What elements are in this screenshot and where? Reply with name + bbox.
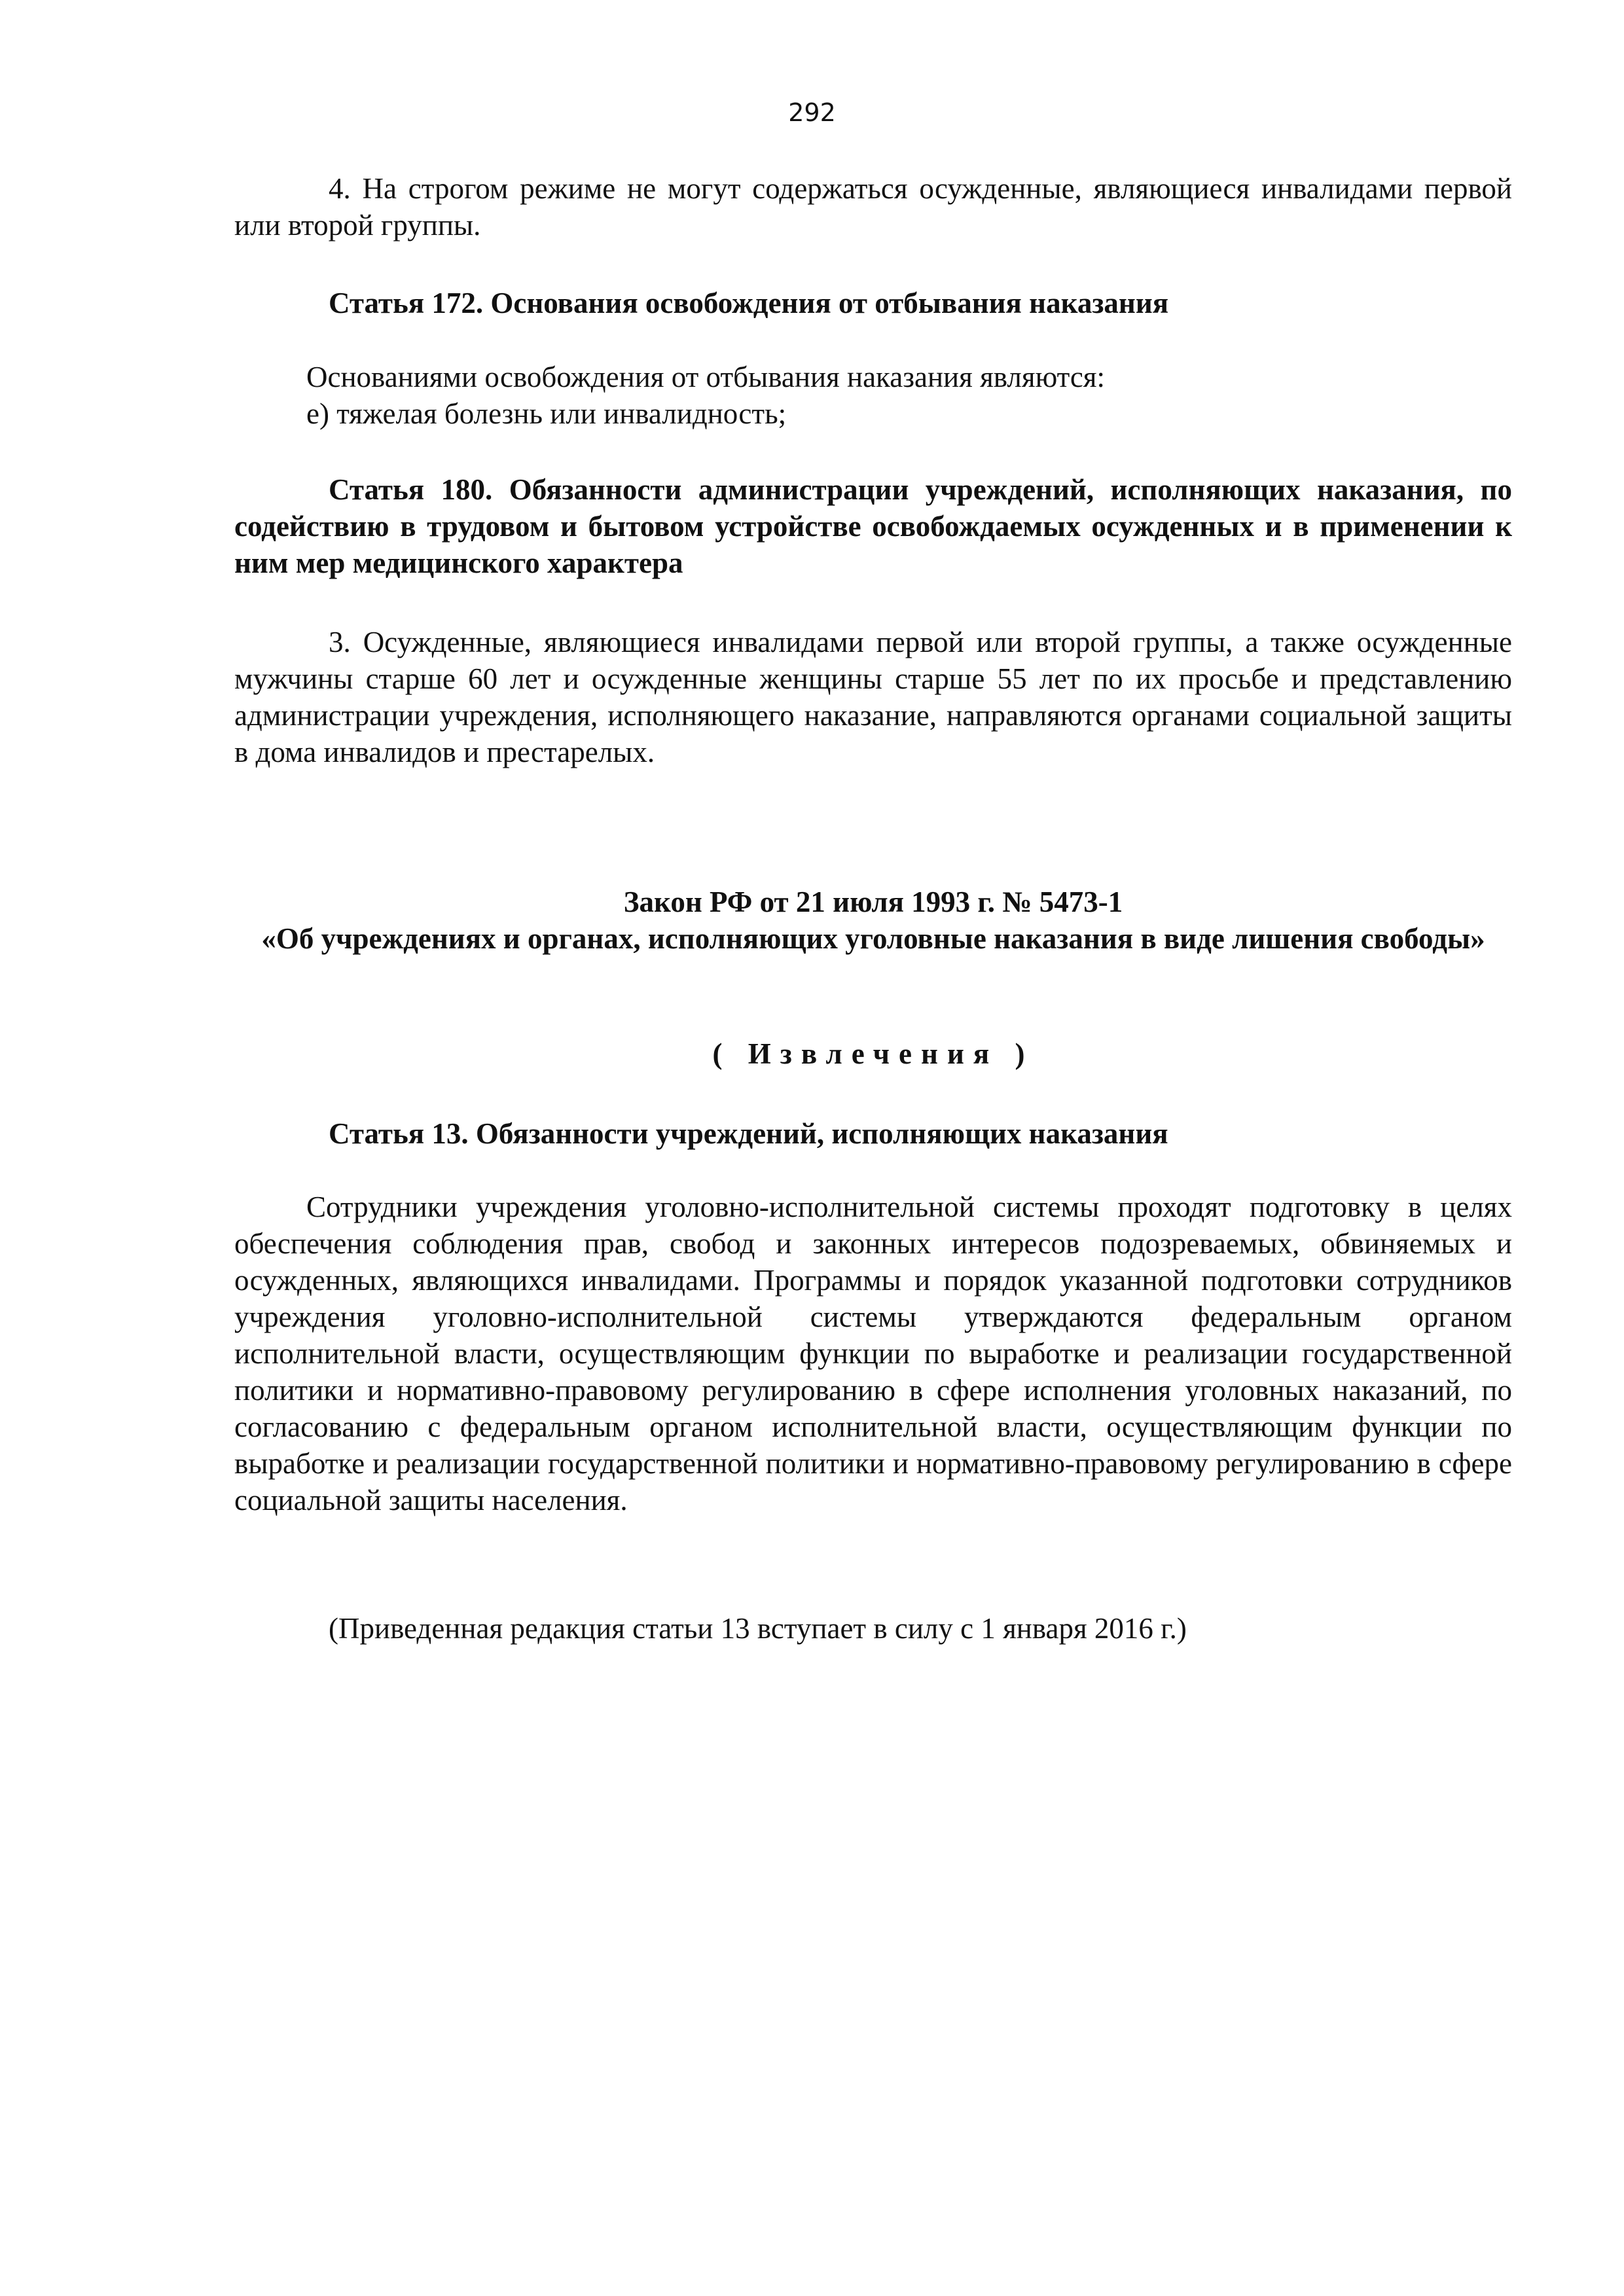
article-180-item-3: 3. Осужденные, являющиеся инвалидами первой или второй группы, а также осужденные мужчины старше 60 лет и осужденные женщины старше 55 лет по их просьбе и представлению администрации учреждения, исполняющего наказание, направляются органами социальной защиты в дома инвалидов и престарелых.: [234, 626, 1512, 768]
law-title-line-1: Закон РФ от 21 июля 1993 г. № 5473-1: [623, 886, 1123, 918]
article-172-body: [234, 359, 1512, 432]
article-13-note: (Приведенная редакция статьи 13 вступает в силу с 1 января 2016 г.): [329, 1612, 1187, 1645]
article-13-body-block: [234, 1189, 1512, 1518]
article-13-note-block: [234, 1610, 1512, 1647]
article-180-heading-block: [234, 471, 1512, 581]
extract-block: [234, 1035, 1512, 1072]
page-number: 292: [788, 98, 836, 127]
article-180-title: Статья 180. Обязанности администрации учреждений, исполняющих наказания, по содействию в трудовом и бытовом устройстве освобождаемых осужденных и в применении к ним мер медицинского характера: [234, 473, 1512, 579]
article-13-title: Статья 13. Обязанности учреждений, исполняющих наказания: [329, 1117, 1168, 1150]
item-4-text: 4. На строгом режиме не могут содержаться осужденные, являющиеся инвалидами первой или второй группы.: [234, 172, 1512, 242]
extract-label: ( Извлечения ): [712, 1037, 1034, 1070]
article-172-heading-block: [234, 285, 1512, 321]
item-4-block: [234, 170, 1512, 243]
article-13-heading-block: [234, 1115, 1512, 1152]
article-180-item-3-block: [234, 624, 1512, 770]
article-172-line-2: е) тяжелая болезнь или инвалидность;: [306, 397, 787, 430]
article-172-line-1: Основаниями освобождения от отбывания наказания являются:: [306, 361, 1105, 393]
article-13-body: Сотрудники учреждения уголовно-исполнительной системы проходят подготовку в целях обеспечения соблюдения прав, свобод и законных интересов подозреваемых, обвиняемых и осужденных, являющихся инвалидами. Программы и порядок указанной подготовки сотрудников учреждения уголовно-исполнительной системы утверждаются федеральным органом исполнительной власти, осуществляющим функции по выработке и реализации государственной политики и нормативно-правовому регулированию в сфере исполнения уголовных наказаний, по согласованию с федеральным органом исполнительной власти, осуществляющим функции по выработке и реализации государственной политики и нормативно-правовому регулированию в сфере социальной защиты населения.: [234, 1191, 1512, 1516]
law-title-line-2: «Об учреждениях и органах, исполняющих уголовные наказания в виде лишения свободы»: [261, 922, 1485, 955]
law-title-block: [234, 884, 1512, 957]
article-172-title: Статья 172. Основания освобождения от отбывания наказания: [329, 287, 1169, 319]
